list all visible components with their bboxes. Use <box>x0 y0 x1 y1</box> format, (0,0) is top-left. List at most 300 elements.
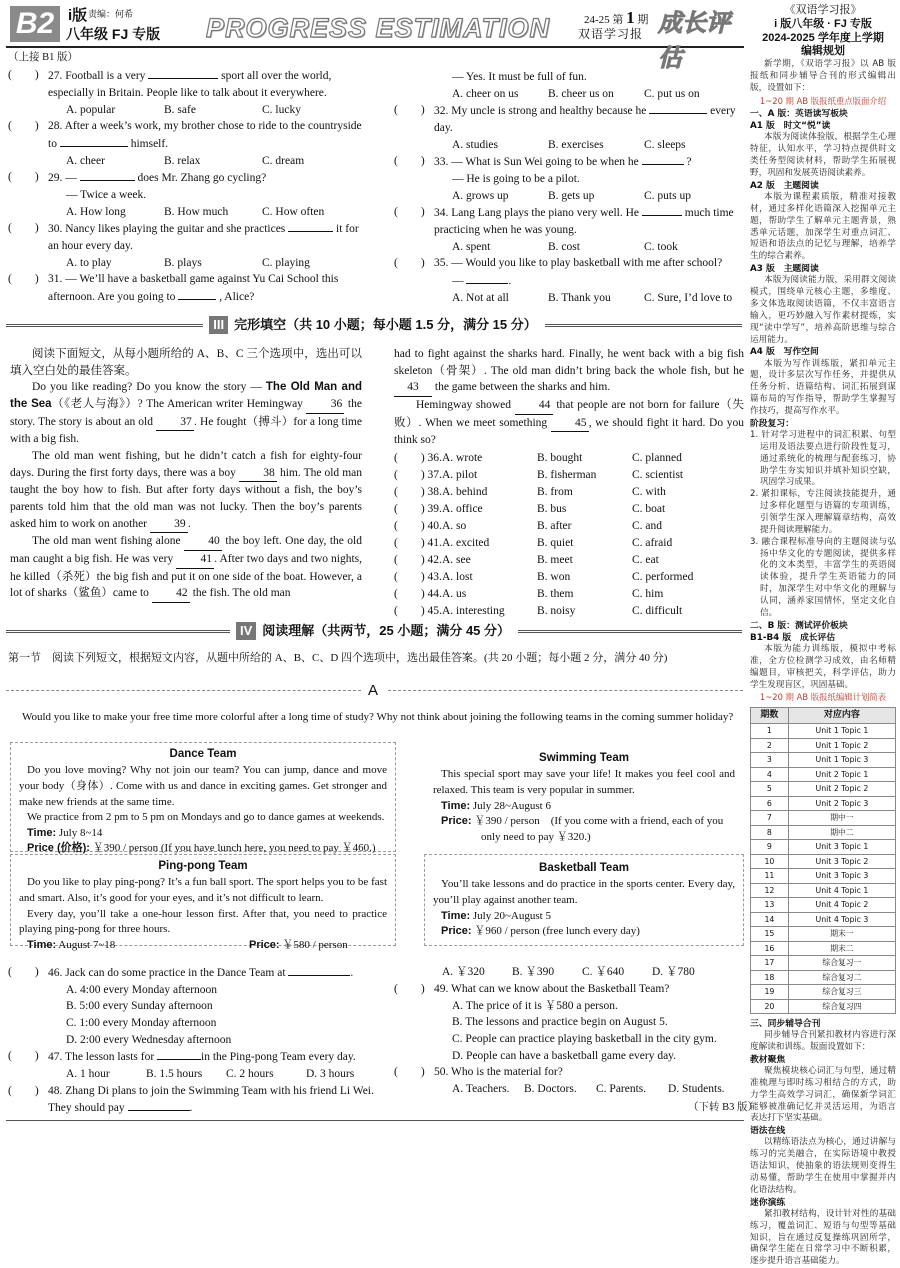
plan-row <box>751 883 896 898</box>
cloze-question <box>394 535 744 552</box>
option: A. Not at all <box>452 292 509 305</box>
options-row <box>394 1081 744 1098</box>
question-number: 35. <box>434 257 452 270</box>
answer-line: — Yes. It must be full of fun. <box>452 71 587 83</box>
option: B. won <box>537 571 571 584</box>
question-text: it for an hour every day. <box>48 223 359 252</box>
answer-bracket: ( ) <box>394 257 425 270</box>
plan-issue: 15 <box>751 927 789 942</box>
cloze-question <box>394 467 744 484</box>
passage-text: Do you like reading? Do you know the story — <box>32 381 266 394</box>
option: B. Doctors. <box>524 1083 577 1096</box>
option: A. so <box>442 520 467 533</box>
option: B. cheer us on <box>548 87 614 100</box>
sidebar-b-heading: B1-B4 版 成长评估 <box>750 632 836 643</box>
plan-table <box>750 707 896 1014</box>
divider <box>388 690 743 691</box>
answer-blank <box>60 135 128 147</box>
question-text: himself. <box>127 137 169 150</box>
pingpong-team-schedule: Every day, you’ll take a one-hour lesson first. After that, you need to practice playing ping-pong for three hours. <box>19 907 387 936</box>
cloze-passage-left <box>10 346 362 603</box>
question-number: 47. <box>48 1051 66 1064</box>
plan-row <box>751 985 896 1000</box>
plan-row <box>751 738 896 753</box>
passage-text: , we should fight it hard. Do you think so? <box>394 416 744 447</box>
option: C. boat <box>632 503 666 516</box>
plan-content: 综合复习二 <box>788 970 895 985</box>
answer-bracket: ( ) 40. <box>394 520 442 533</box>
option: A. see <box>442 554 471 567</box>
vocab-right-column <box>394 69 744 307</box>
plan-issue: 13 <box>751 898 789 913</box>
option: A. to play <box>66 256 112 269</box>
passage-text: The old man went fishing, but he didn’t catch a fish for eighty-four days. During the first forty days, there was a boy <box>10 450 362 479</box>
answer-bracket: ( ) <box>394 155 425 168</box>
cloze-question <box>394 518 744 535</box>
price-key: Price: <box>441 815 472 828</box>
option: A. pilot <box>442 469 478 482</box>
option: B. safe <box>164 103 196 116</box>
answer-bracket: ( ) 42. <box>394 554 442 567</box>
plan-content: Unit 1 Topic 3 <box>788 753 895 768</box>
option: D. Students. <box>668 1083 725 1096</box>
option: B. 1.5 hours <box>146 1068 203 1081</box>
option: C. How often <box>262 205 325 218</box>
plan-row <box>751 840 896 855</box>
question-text: My uncle is strong and healthy because he <box>451 105 650 118</box>
question-item <box>394 153 744 171</box>
question-number: 49. <box>434 982 452 995</box>
plan-issue: 11 <box>751 869 789 884</box>
sidebar-plan-title: 编辑规划 <box>801 45 845 58</box>
sidebar-a1-text: 本版为阅读体验版，根据学生心理特征，认知水平，学习特点提供时文类任务型阅读材料，帮助学生拓展视野，巩固和发展英语阅读素养。 <box>750 132 896 178</box>
cloze-paragraph-1 <box>10 379 362 448</box>
answer-bracket: ( ) 43. <box>394 571 442 584</box>
punct: . <box>508 275 512 288</box>
plan-issue: 2 <box>751 738 789 753</box>
plan-row <box>751 782 896 797</box>
option: A. office <box>442 503 483 516</box>
options-row <box>8 255 362 272</box>
option: D. People can have a basketball game every day. <box>452 1049 677 1062</box>
plan-header-issue: 期数 <box>751 708 789 724</box>
option: B. bus <box>537 503 567 516</box>
pingpong-team-time: August 7~18 <box>58 938 116 951</box>
editorial-plan-sidebar <box>750 4 896 1267</box>
option: C. put us on <box>644 87 700 100</box>
sidebar-a4-text: 本版为写作训练版，紧扣单元主题，设计多层次写作任务，并提供从任务分析、语篇结构、词汇拓展到谋篇布局的写作指导，帮助学生掌握写作技巧，提高写作水平。 <box>750 358 896 416</box>
plan-issue: 10 <box>751 854 789 869</box>
option: C. sleeps <box>644 138 686 151</box>
answer-blank <box>157 1048 201 1060</box>
sidebar-yf-heading: 语法在线 <box>750 1126 786 1137</box>
option: C. him <box>632 588 664 601</box>
plan-issue: 4 <box>751 767 789 782</box>
basketball-team-title: Basketball Team <box>539 862 629 874</box>
plan-issue: 5 <box>751 782 789 797</box>
continued-next-note: （下转 B3 版） <box>688 1102 759 1113</box>
options-row <box>394 188 744 205</box>
option: D. 3 hours <box>306 1068 355 1081</box>
options-row <box>8 153 362 170</box>
plan-content: 综合复习三 <box>788 985 895 1000</box>
plan-content: Unit 3 Topic 1 <box>788 840 895 855</box>
plan-row <box>751 811 896 826</box>
answer-bracket: ( ) <box>8 1084 39 1097</box>
cloze-paragraph-3 <box>10 533 362 603</box>
option: C. dream <box>262 154 305 167</box>
sidebar-section-c: 三、同步辅导合刊 <box>750 1019 821 1029</box>
part-one-instruction: 第一节 阅读下列短文，根据短文内容，从题中所给的 A、B、C、D 四个选项中，选出最佳答案。(共 20 小题；每小题 2 分，满分 40 分) <box>8 652 668 664</box>
sidebar-year: 2024-2025 学年度上学期 <box>762 31 884 44</box>
plan-issue: 8 <box>751 825 789 840</box>
option: B. from <box>537 486 573 499</box>
question-text: Nancy likes playing the guitar and she practices <box>65 223 289 236</box>
plan-content: Unit 2 Topic 2 <box>788 782 895 797</box>
divider <box>6 690 361 691</box>
sidebar-a2-heading: A2 版 主题阅读 <box>750 180 819 191</box>
option: A. behind <box>442 486 488 499</box>
option: B. Thank you <box>548 292 611 305</box>
question-text: does Mr. Zhang go cycling? <box>134 172 267 185</box>
option: A. 4:00 every Monday afternoon <box>66 983 218 996</box>
answer-bracket: ( ) <box>394 982 425 995</box>
option: C. and <box>632 520 663 533</box>
issue-number: 24-25 第 1 期 <box>584 8 649 27</box>
option: A. Teachers. <box>452 1083 510 1096</box>
option: B. relax <box>164 154 201 167</box>
cloze-blank: 44 <box>515 397 553 415</box>
option: A. spent <box>452 240 491 253</box>
cloze-blank: 37 <box>156 414 194 432</box>
option: C. with <box>632 486 666 499</box>
cloze-passage-right <box>394 346 744 620</box>
time-key: Time: <box>441 799 471 812</box>
option: C. ￥640 <box>582 966 625 978</box>
question-number: 46. <box>48 967 66 979</box>
option: B. fisherman <box>537 469 597 482</box>
plan-row <box>751 869 896 884</box>
question-item <box>394 981 744 998</box>
option: C. 2 hours <box>226 1068 274 1081</box>
question-text: — What is Sun Wei going to be when he <box>451 156 642 169</box>
question-item <box>8 67 362 101</box>
question-text: After a week’s work, my brother chose to ride to the countryside to <box>48 120 362 150</box>
passage-text: the story. The story is about an old <box>10 398 362 428</box>
answer-bracket: ( ) <box>8 966 39 978</box>
passage-text: the game between the sharks and him. <box>432 381 611 394</box>
time-key: Time: <box>27 938 57 951</box>
section-reading-title <box>6 622 742 640</box>
plan-row <box>751 927 896 942</box>
editor-label: 责编：何希 <box>88 9 134 19</box>
options-row <box>8 1066 388 1083</box>
question-number: 28. <box>48 120 65 133</box>
question-text: Jack can do some practice in the Dance Team at <box>65 967 289 979</box>
option: A. excited <box>442 537 490 550</box>
answer-bracket: ( ) <box>8 273 39 286</box>
option: A. How long <box>66 205 126 218</box>
question-item <box>8 1048 388 1066</box>
price-key: Price (价格): <box>27 842 90 855</box>
passage-label: A <box>368 682 379 699</box>
cloze-paragraph-4 <box>394 346 744 397</box>
dance-team-title: Dance Team <box>169 748 237 760</box>
plan-content: 期中一 <box>788 811 895 826</box>
question-text: in the Ping-pong Team every day. <box>201 1051 356 1064</box>
option: B. them <box>537 588 574 601</box>
answer-bracket: ( ) <box>8 171 39 184</box>
sidebar-stage-item: 3. 融合课程标准导向的主题阅读与弘扬中华文化的专题阅读，提供多样化的文本类型，丰富学生的英语阅读体验，提升学生英语能力的同时，加深学生对中华文化的理解与认同，涵养家国情怀，坚定文化自信。 <box>750 536 896 618</box>
cloze-paragraph-5 <box>394 397 744 449</box>
growth-title: 成长评估 <box>658 10 730 72</box>
cloze-question <box>394 484 744 501</box>
sidebar-mn-heading: 迷你演练 <box>750 1197 786 1208</box>
question-item <box>8 220 362 254</box>
answer-blank <box>128 1099 190 1111</box>
option: A. wrote <box>442 452 483 465</box>
sidebar-yf-text: 以精练语法点为核心，通过讲解与练习的完美融合，在实际语境中教授语法知识，使抽象的语法规则变得生动易懂，帮助学生在使用中掌握并内化语法结构。 <box>750 1137 896 1195</box>
question-number: 50. <box>434 1066 452 1079</box>
question-text: much time practicing when he was young. <box>434 207 734 237</box>
question-number: 34. <box>434 207 452 220</box>
sidebar-a3-text: 本版为阅读能力版，采用群文阅读模式，围绕单元核心主题，多维度、多文体选取阅读语篇，不仅丰富语言输入，更巧妙融入写作素材提炼，实现“读中学写”，培养高阶思维与综合运用能力。 <box>750 275 896 345</box>
option: C. Parents. <box>596 1083 647 1096</box>
answer-line: — He is going to be a pilot. <box>452 173 580 186</box>
plan-row <box>751 854 896 869</box>
cloze-question <box>394 569 744 586</box>
answer-bracket: ( ) <box>394 1066 425 1079</box>
answer-blank <box>80 169 135 181</box>
option: B. gets up <box>548 189 595 202</box>
option: D. ￥780 <box>652 966 695 978</box>
sidebar-section-b: 二、B 版：测试评价板块 <box>750 620 848 631</box>
basketball-team-time: July 20~August 5 <box>472 909 551 922</box>
question-number: 30. <box>48 223 66 236</box>
question-item <box>394 255 744 272</box>
plan-content: Unit 2 Topic 3 <box>788 796 895 811</box>
option: B. noisy <box>537 605 576 618</box>
option: A. us <box>442 588 467 601</box>
section-title: 阅读理解（共两节，25 小题；满分 45 分） <box>262 622 511 638</box>
option: B. quiet <box>537 537 574 550</box>
option: A. cheer on us <box>452 87 519 100</box>
option: C. 1:00 every Monday afternoon <box>66 1017 217 1030</box>
book-title: The Old Man and the Sea <box>10 381 363 411</box>
answer-bracket: ( ) 38. <box>394 486 442 499</box>
price-key: Price: <box>249 938 280 951</box>
question-text: every day. <box>434 105 736 135</box>
option: A. lost <box>442 571 473 584</box>
answer-bracket: ( ) <box>394 206 425 219</box>
option: B. How much <box>164 205 229 218</box>
option: C. lucky <box>262 103 301 116</box>
plan-row <box>751 956 896 971</box>
option: C. took <box>644 240 678 253</box>
passage-text: （《老人与海》）? The American writer Hemingway <box>51 398 307 411</box>
question-text: , Alice? <box>216 290 255 303</box>
plan-content: Unit 2 Topic 1 <box>788 767 895 782</box>
sidebar-stage-item: 1. 针对学习进程中的词汇积累、句型运用及语法要点进行阶段性复习，通过系统化的梳理与配套练习，协助学生夯实知识并填补知识空缺，巩固学习成果。 <box>750 429 896 488</box>
continued-note: （上接 B1 版） <box>8 52 79 63</box>
cloze-blank: 40 <box>184 533 222 551</box>
cloze-blank: 36 <box>306 396 344 414</box>
plan-content: Unit 4 Topic 3 <box>788 912 895 927</box>
question-item <box>394 102 744 136</box>
sidebar-mn-text: 紧扣教材结构，设计针对性的基础练习，覆盖词汇、短语与句型等基础知识，旨在通过反复操练巩固所学，确保学生能在日常学习中不断积累，逐步提升语言基础能力。 <box>750 1208 896 1267</box>
option: B. plays <box>164 256 202 269</box>
plan-row <box>751 825 896 840</box>
plan-content: Unit 1 Topic 2 <box>788 738 895 753</box>
cloze-blank: 38 <box>239 465 277 483</box>
question-number: 27. <box>48 70 66 83</box>
passage-text: Hemingway showed <box>416 399 515 412</box>
answer-bracket: ( ) 41. <box>394 537 442 550</box>
sidebar-jc-heading: 教材聚焦 <box>750 1054 786 1065</box>
question-text: Who is the material for? <box>451 1066 563 1079</box>
plan-issue: 6 <box>751 796 789 811</box>
passage-text: . After two days and two nights, he killed（杀死）the big fish and put it on one side of the boat. However, a lot of sharks（鲨鱼）came to <box>10 553 362 600</box>
right-question-list <box>394 69 744 307</box>
plan-row <box>751 724 896 739</box>
answer-line <box>394 272 744 290</box>
option: A. The price of it is ￥580 a person. <box>452 999 618 1012</box>
answer-bracket: ( ) <box>8 69 39 82</box>
option: B. cost <box>548 240 580 253</box>
passage-text: the fish. The old man <box>189 587 291 600</box>
option: B. exercises <box>548 138 604 151</box>
dash: — <box>452 275 467 288</box>
plan-row <box>751 912 896 927</box>
question-text: — We’ll have a basketball game against Yu Cai School this afternoon. Are you going to <box>48 273 339 303</box>
sidebar-red-note: 1~20 期 AB 版报纸重点版面介绍 <box>759 95 887 106</box>
question-text: Football is a very <box>65 70 149 83</box>
sidebar-a3-heading: A3 版 主题阅读 <box>750 264 819 275</box>
option: D. 2:00 every Wednesday afternoon <box>66 1033 232 1046</box>
pingpong-team-title: Ping-pong Team <box>158 860 248 872</box>
answer-bracket: ( ) 44. <box>394 588 442 601</box>
plan-content: Unit 1 Topic 1 <box>788 724 895 739</box>
option: B. The lessons and practice begin on August 5. <box>452 1016 668 1029</box>
passage-text: him. The old man taught the boy how to fish. But after forty days without a fish, the boy’s parents told him that the old man was not lucky. Then the boy’s parents asked him to work on another <box>10 466 363 530</box>
option: B. after <box>537 520 572 533</box>
reading-questions-right <box>394 964 744 1098</box>
version-label: i版 <box>68 7 88 24</box>
answer-bracket: ( ) <box>394 104 425 117</box>
option: C. scientist <box>632 469 684 482</box>
section-number: III <box>209 316 228 334</box>
plan-content: 期末二 <box>788 941 895 956</box>
plan-content: Unit 3 Topic 3 <box>788 869 895 884</box>
plan-row <box>751 796 896 811</box>
question-text: Zhang Di plans to join the Swimming Team with his friend Li Wei. They should pay <box>48 1084 374 1115</box>
dance-team-price: ￥390 / person (If you have lunch here, you need to pay ￥460.) <box>92 842 376 855</box>
plan-issue: 19 <box>751 985 789 1000</box>
swimming-team-title: Swimming Team <box>539 752 629 764</box>
plan-row <box>751 941 896 956</box>
options-row <box>394 290 744 307</box>
question-number: 32. <box>434 105 452 118</box>
plan-issue: 20 <box>751 999 789 1014</box>
option: C. People can practice playing basketball in the city gym. <box>452 1033 717 1046</box>
passage-text: had to fight against the sharks hard. Finally, he went back with a big fish skeleton（骨架）. The old man didn’t bring back the whole fish, but he <box>394 348 744 377</box>
plan-row <box>751 970 896 985</box>
question-item <box>8 271 362 305</box>
cloze-question-list <box>394 450 744 620</box>
page-logo: B2 <box>10 6 60 42</box>
sidebar-section-a: 一、A 版：英语读写板块 <box>750 109 848 120</box>
plan-content: 综合复习一 <box>788 956 895 971</box>
answer-bracket: ( ) <box>8 1050 39 1063</box>
options-row <box>394 86 744 103</box>
plan-issue: 16 <box>751 941 789 956</box>
progress-estimation-title: PROGRESS ESTIMATION <box>206 13 551 43</box>
answer-bracket: ( ) 37. <box>394 469 442 482</box>
question-number: 33. <box>434 156 452 169</box>
answer-line: — Twice a week. <box>66 188 147 201</box>
sidebar-sync-text: 同步辅导合刊紧扣教材内容进行深度解读和训练。版面设置如下： <box>750 1030 896 1052</box>
swimming-team-price: ￥390 / person (If you come with a friend, each of you only need to pay ￥320.) <box>474 815 724 843</box>
swimming-team-body: This special sport may save your life! It makes you feel cool and relaxed. This team is very popular in summer. <box>433 768 735 796</box>
passage-text: that people are not born for failure（失败）. When we meet something <box>394 399 744 429</box>
plan-content: 综合复习四 <box>788 999 895 1014</box>
answer-blank <box>642 153 684 165</box>
dance-team-time: July 8~14 <box>58 826 103 839</box>
question-text: Lang Lang plays the piano very well. He <box>451 207 642 220</box>
section-title: 完形填空（共 10 小题；每小题 1.5 分，满分 15 分） <box>234 316 537 332</box>
plan-row <box>751 767 896 782</box>
left-question-list <box>8 67 362 305</box>
cloze-question <box>394 501 744 518</box>
question-number: 48. <box>48 1084 66 1097</box>
answer-bracket: ( ) <box>8 222 39 235</box>
plan-issue: 14 <box>751 912 789 927</box>
answer-bracket: ( ) 36. <box>394 452 442 465</box>
passage-text: . <box>187 517 191 530</box>
question-item <box>394 1064 744 1081</box>
cloze-intro: 阅读下面短文，从每小题所给的 A、B、C 三个选项中，选出可以填入空白处的最佳答案。 <box>10 348 362 377</box>
sidebar-a4-heading: A4 版 写作空间 <box>750 347 819 358</box>
question-text: . <box>350 967 354 979</box>
time-key: Time: <box>441 909 471 922</box>
plan-issue: 9 <box>751 840 789 855</box>
option: A. 1 hour <box>66 1068 110 1081</box>
option: B. meet <box>537 554 573 567</box>
option: C. Sure, I’d love to <box>644 292 733 305</box>
question-text: What can we know about the Basketball Team? <box>451 982 670 995</box>
plan-row <box>751 753 896 768</box>
answer-blank <box>649 102 707 114</box>
plan-header-content: 对应内容 <box>788 708 895 724</box>
basketball-team-box <box>424 854 744 946</box>
plan-issue: 18 <box>751 970 789 985</box>
question-item <box>394 204 744 238</box>
cloze-question <box>394 603 744 620</box>
answer-bracket: ( ) 39. <box>394 503 442 516</box>
option: C. puts up <box>644 189 691 202</box>
plan-content: Unit 4 Topic 1 <box>788 883 895 898</box>
pingpong-team-box <box>10 854 396 951</box>
sidebar-jc-text: 聚焦模块核心词汇与句型，通过精准梳理与即时练习相结合的方式，助力学生高效学习词汇，确保新学词汇能够被准确记忆并灵活运用，为语言表达打下坚实基础。 <box>750 1065 896 1124</box>
option: C. afraid <box>632 537 673 550</box>
cloze-paragraph-2 <box>10 448 362 533</box>
price-key: Price: <box>441 925 472 938</box>
question-text: — Would you like to play basketball with me after school? <box>451 257 723 270</box>
cloze-blank: 43 <box>394 379 432 397</box>
grade-label: 八年级 FJ 专版 <box>66 26 161 42</box>
sidebar-red-note: 1~20 期 AB 版报纸编辑计划简表 <box>759 692 887 703</box>
cloze-blank: 39 <box>150 516 188 534</box>
